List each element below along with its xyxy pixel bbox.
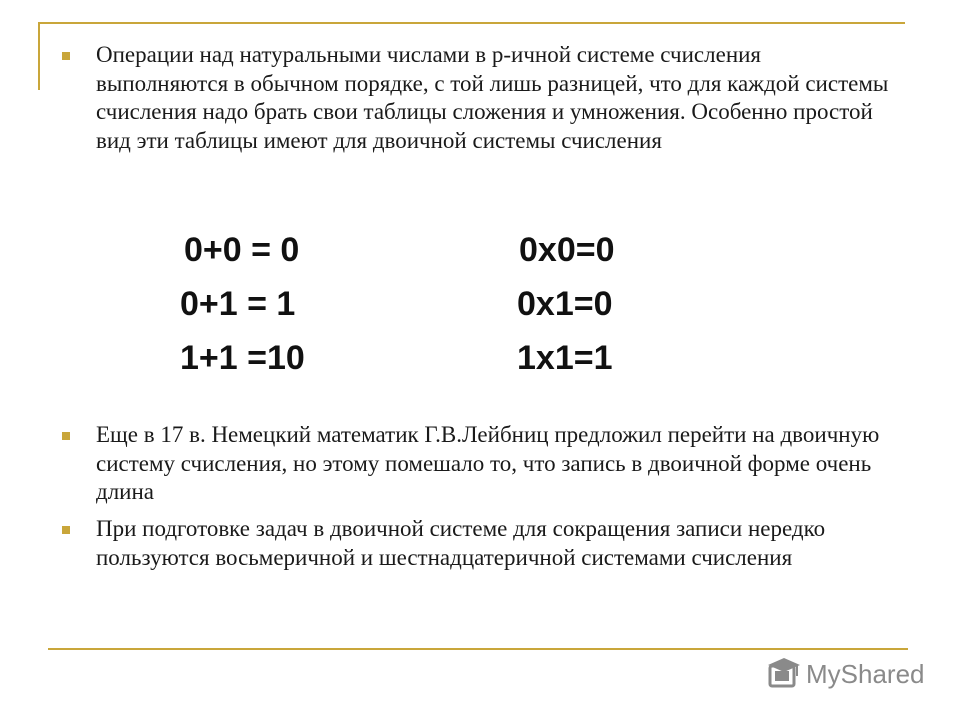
paragraph-octal-hex: При подготовке задач в двоичной системе для сокращения записи нередко пользуются восьмеричной и шестнадцатеричной системами счисления (96, 516, 826, 570)
watermark-text: MyShared (806, 658, 925, 689)
multiplication-row-3: 1x1=1 (517, 339, 613, 377)
left-divider (38, 22, 40, 90)
top-divider (38, 22, 905, 24)
multiplication-row-2: 0x1=0 (517, 285, 613, 323)
paragraph-binary-operations: Операции над натуральными числами в р-ичной системе счисления выполняются в обычном порядке, с той лишь разницей, что для каждой системы счисления надо брать свои таблицы сложения и умножения. Особенно простой вид эти таблицы имеют для двоичной системы счисления (96, 42, 889, 153)
addition-row-3: 1+1 =10 (180, 339, 305, 377)
paragraph-leibniz: Еще в 17 в. Немецкий математик Г.В.Лейбниц предложил перейти на двоичную систему счисления, но этому помешало то, что запись в двоичной форме очень длина (96, 422, 880, 504)
bullet-square-icon (62, 432, 70, 440)
bullet-square-icon (62, 52, 70, 60)
addition-row-1: 0+0 = 0 (184, 231, 300, 269)
watermark (766, 656, 925, 692)
addition-row-2: 0+1 = 1 (180, 285, 296, 323)
mortarboard-icon (766, 656, 802, 692)
bottom-divider (48, 648, 908, 650)
bullet-square-icon (62, 526, 70, 534)
multiplication-row-1: 0x0=0 (519, 231, 615, 269)
